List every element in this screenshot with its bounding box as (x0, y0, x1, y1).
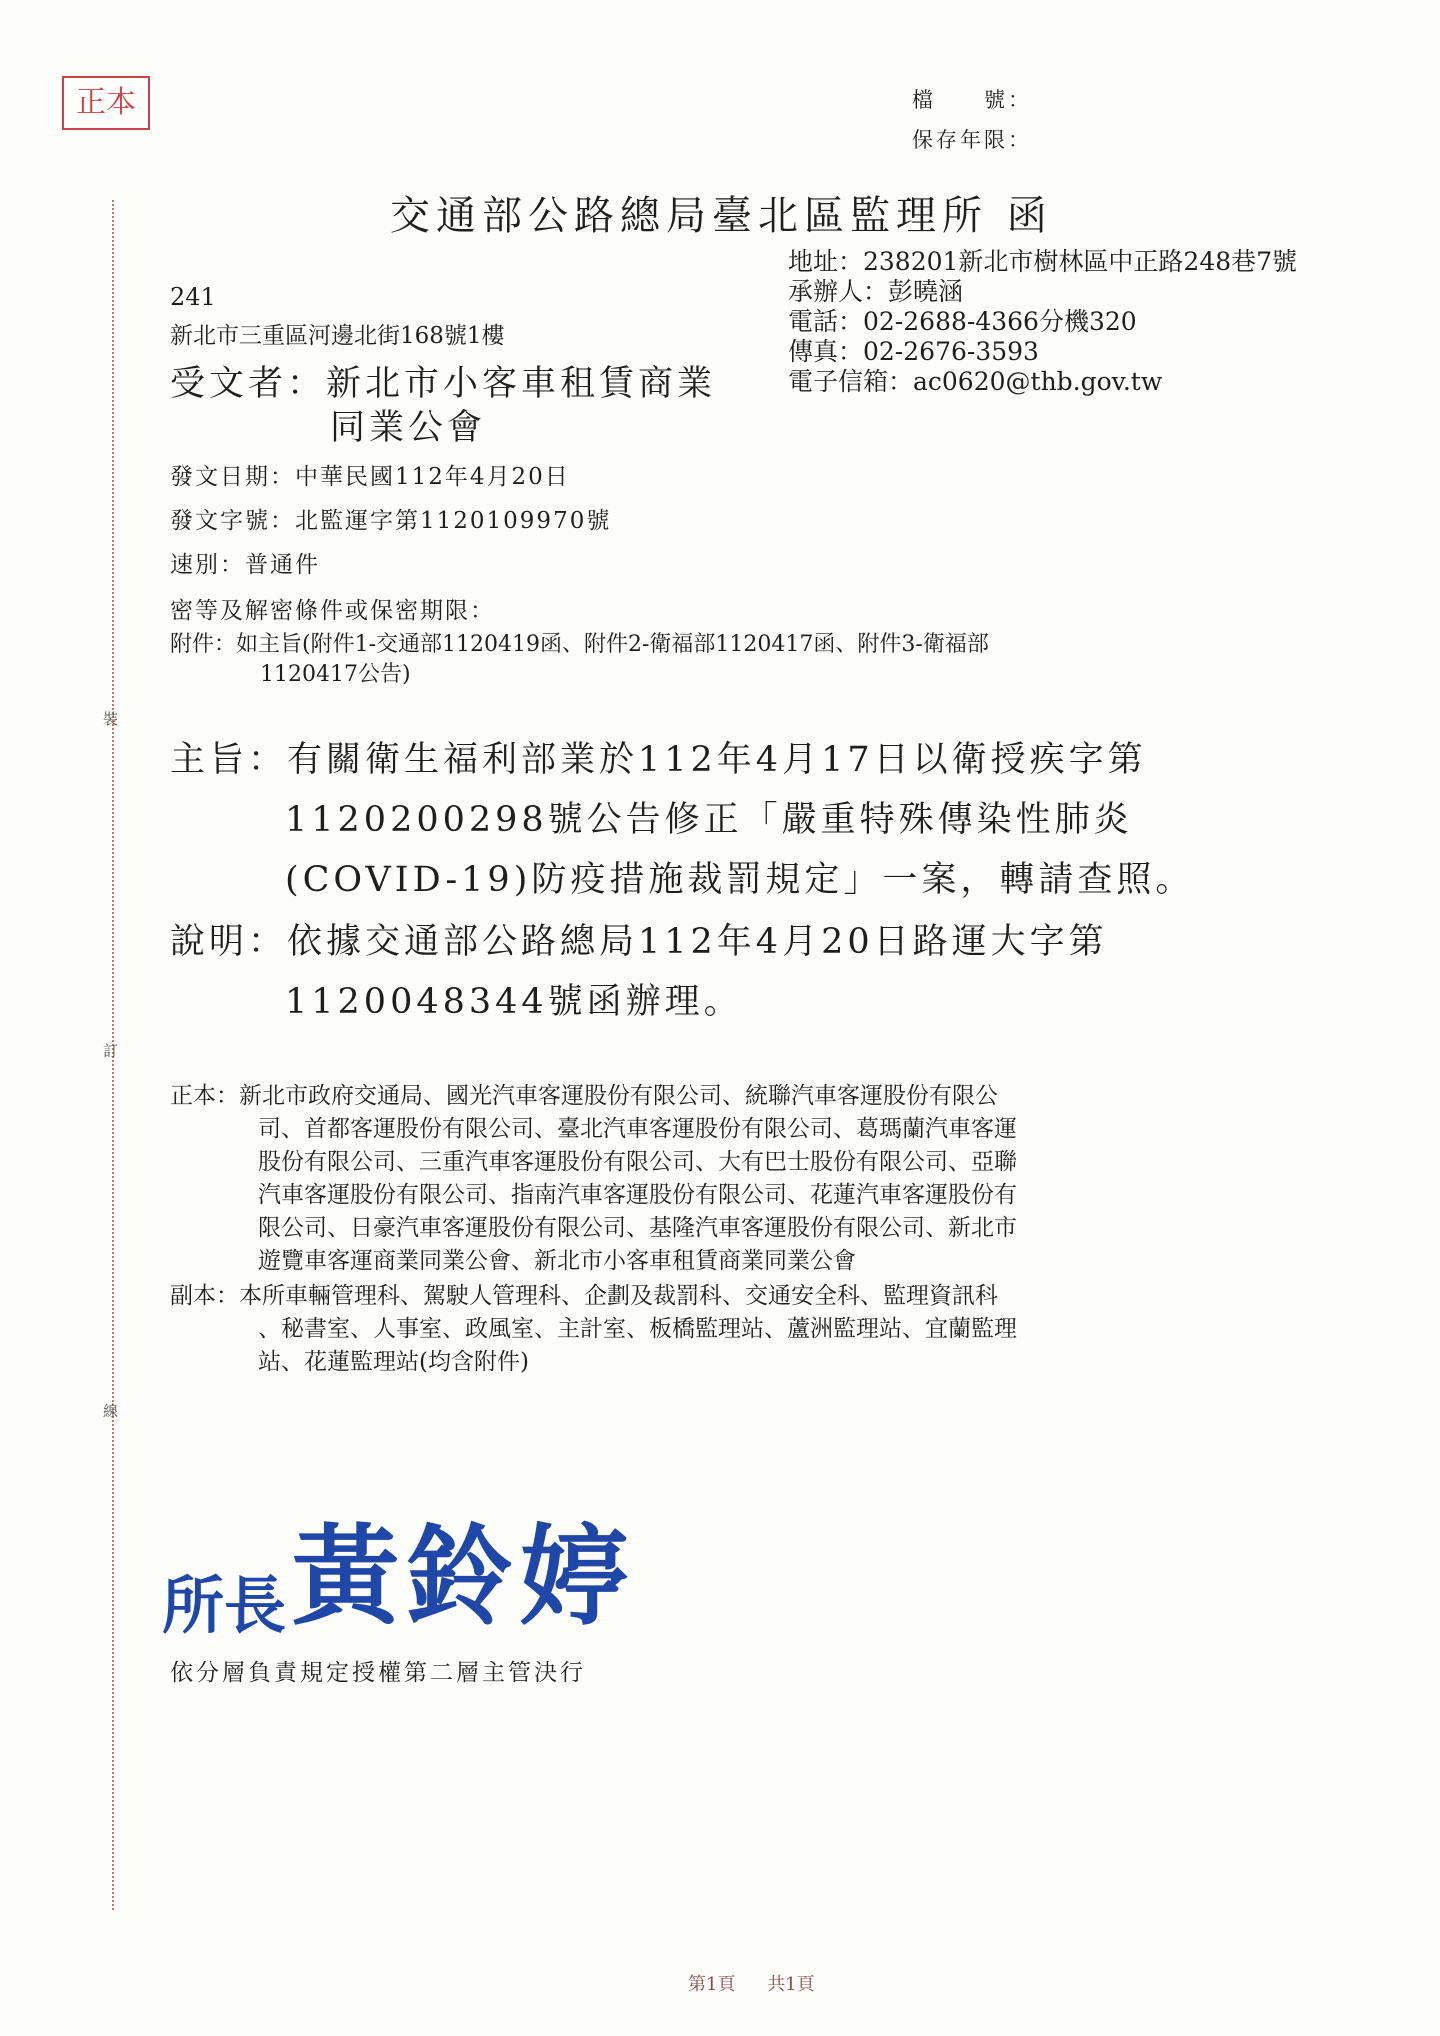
attachments (170, 630, 989, 690)
original-copy-stamp: 正本 (62, 76, 150, 130)
phone: 電話：02-2688-4366分機320 (788, 307, 1137, 336)
authorization-note: 依分層負責規定授權第二層主管決行 (170, 1660, 586, 1686)
page-current: 第1頁 (688, 1974, 736, 1995)
retention-period-label: 保存年限： (912, 128, 1032, 152)
subject-line-2: 1120200298號公告修正「嚴重特殊傳染性肺炎 (285, 800, 1133, 840)
signature-stamp (162, 1490, 634, 1645)
original-line: 股份有限公司、三重汽車客運股份有限公司、大有巴士股份有限公司、亞聯 (258, 1149, 1017, 1175)
original-line: 司、首都客運股份有限公司、臺北汽車客運股份有限公司、葛瑪蘭汽車客運 (258, 1116, 1017, 1142)
original-line: 限公司、日豪汽車客運股份有限公司、基隆汽車客運股份有限公司、新北市 (258, 1215, 1017, 1241)
recipient (170, 362, 770, 450)
binding-mark-char: 裝 (103, 710, 119, 728)
recipient-zip: 241 (170, 283, 216, 311)
original-line: 正本：新北市政府交通局、國光汽車客運股份有限公司、統聯汽車客運股份有限公 (170, 1083, 998, 1109)
recipient-line-1: 受文者：新北市小客車租賃商業 (170, 364, 717, 404)
issue-date: 發文日期：中華民國112年4月20日 (170, 464, 570, 490)
recipient-line-2: 同業公會 (330, 408, 487, 448)
recipient-address: 新北市三重區河邊北街168號1樓 (170, 323, 505, 349)
signature-title: 所長 (162, 1569, 287, 1642)
original-recipients (170, 1080, 1017, 1278)
attachment-line-2: 1120417公告) (260, 662, 411, 687)
duplicate-line: 站、花蓮監理站(均含附件) (258, 1349, 529, 1375)
duplicate-line: 、秘書室、人事室、政風室、主計室、板橋監理站、蘆洲監理站、宜蘭監理 (258, 1316, 1017, 1342)
signature-name: 黃鈴婷 (291, 1514, 634, 1640)
fax: 傳真：02-2676-3593 (788, 337, 1039, 366)
binding-mark-char: 訂 (103, 1042, 119, 1060)
file-number-label: 檔 號： (912, 88, 1032, 112)
binding-mark-char: 線 (103, 1402, 119, 1420)
subject-line-3: (COVID-19)防疫措施裁罰規定」一案，轉請查照。 (285, 860, 1195, 900)
duplicate-line: 副本：本所車輛管理科、駕駛人管理科、企劃及裁罰科、交通安全科、監理資訊科 (170, 1283, 998, 1309)
subject-line-1: 主旨：有關衛生福利部業於112年4月17日以衛授疾字第 (170, 740, 1147, 780)
subject (170, 730, 1270, 910)
explanation-line-1: 說明：依據交通部公路總局112年4月20日路運大字第 (170, 922, 1108, 962)
page-number (688, 1970, 815, 1996)
office-address: 地址：238201新北市樹林區中正路248巷7號 (788, 247, 1298, 276)
original-line: 汽車客運股份有限公司、指南汽車客運股份有限公司、花蓮汽車客運股份有 (258, 1182, 1017, 1208)
explanation-line-2: 1120048344號函辦理。 (285, 982, 743, 1022)
secrecy-level: 密等及解密條件或保密期限： (170, 598, 495, 624)
handler: 承辦人：彭曉涵 (788, 277, 964, 306)
document-title: 交通部公路總局臺北區監理所 函 (390, 193, 1053, 239)
duplicate-recipients (170, 1280, 1017, 1379)
page-total: 共1頁 (767, 1974, 815, 1995)
issue-number: 發文字號：北監運字第1120109970號 (170, 508, 612, 534)
original-line: 遊覽車客運商業同業公會、新北市小客車租賃商業同業公會 (258, 1248, 856, 1274)
speed-class: 速別：普通件 (170, 552, 320, 578)
email: 電子信箱：ac0620@thb.gov.tw (788, 367, 1163, 396)
attachment-line-1: 附件：如主旨(附件1-交通部1120419函、附件2-衛福部1120417函、附件3-衛福部 (170, 632, 989, 657)
explanation (170, 912, 1270, 1032)
contact-block (788, 247, 1428, 397)
